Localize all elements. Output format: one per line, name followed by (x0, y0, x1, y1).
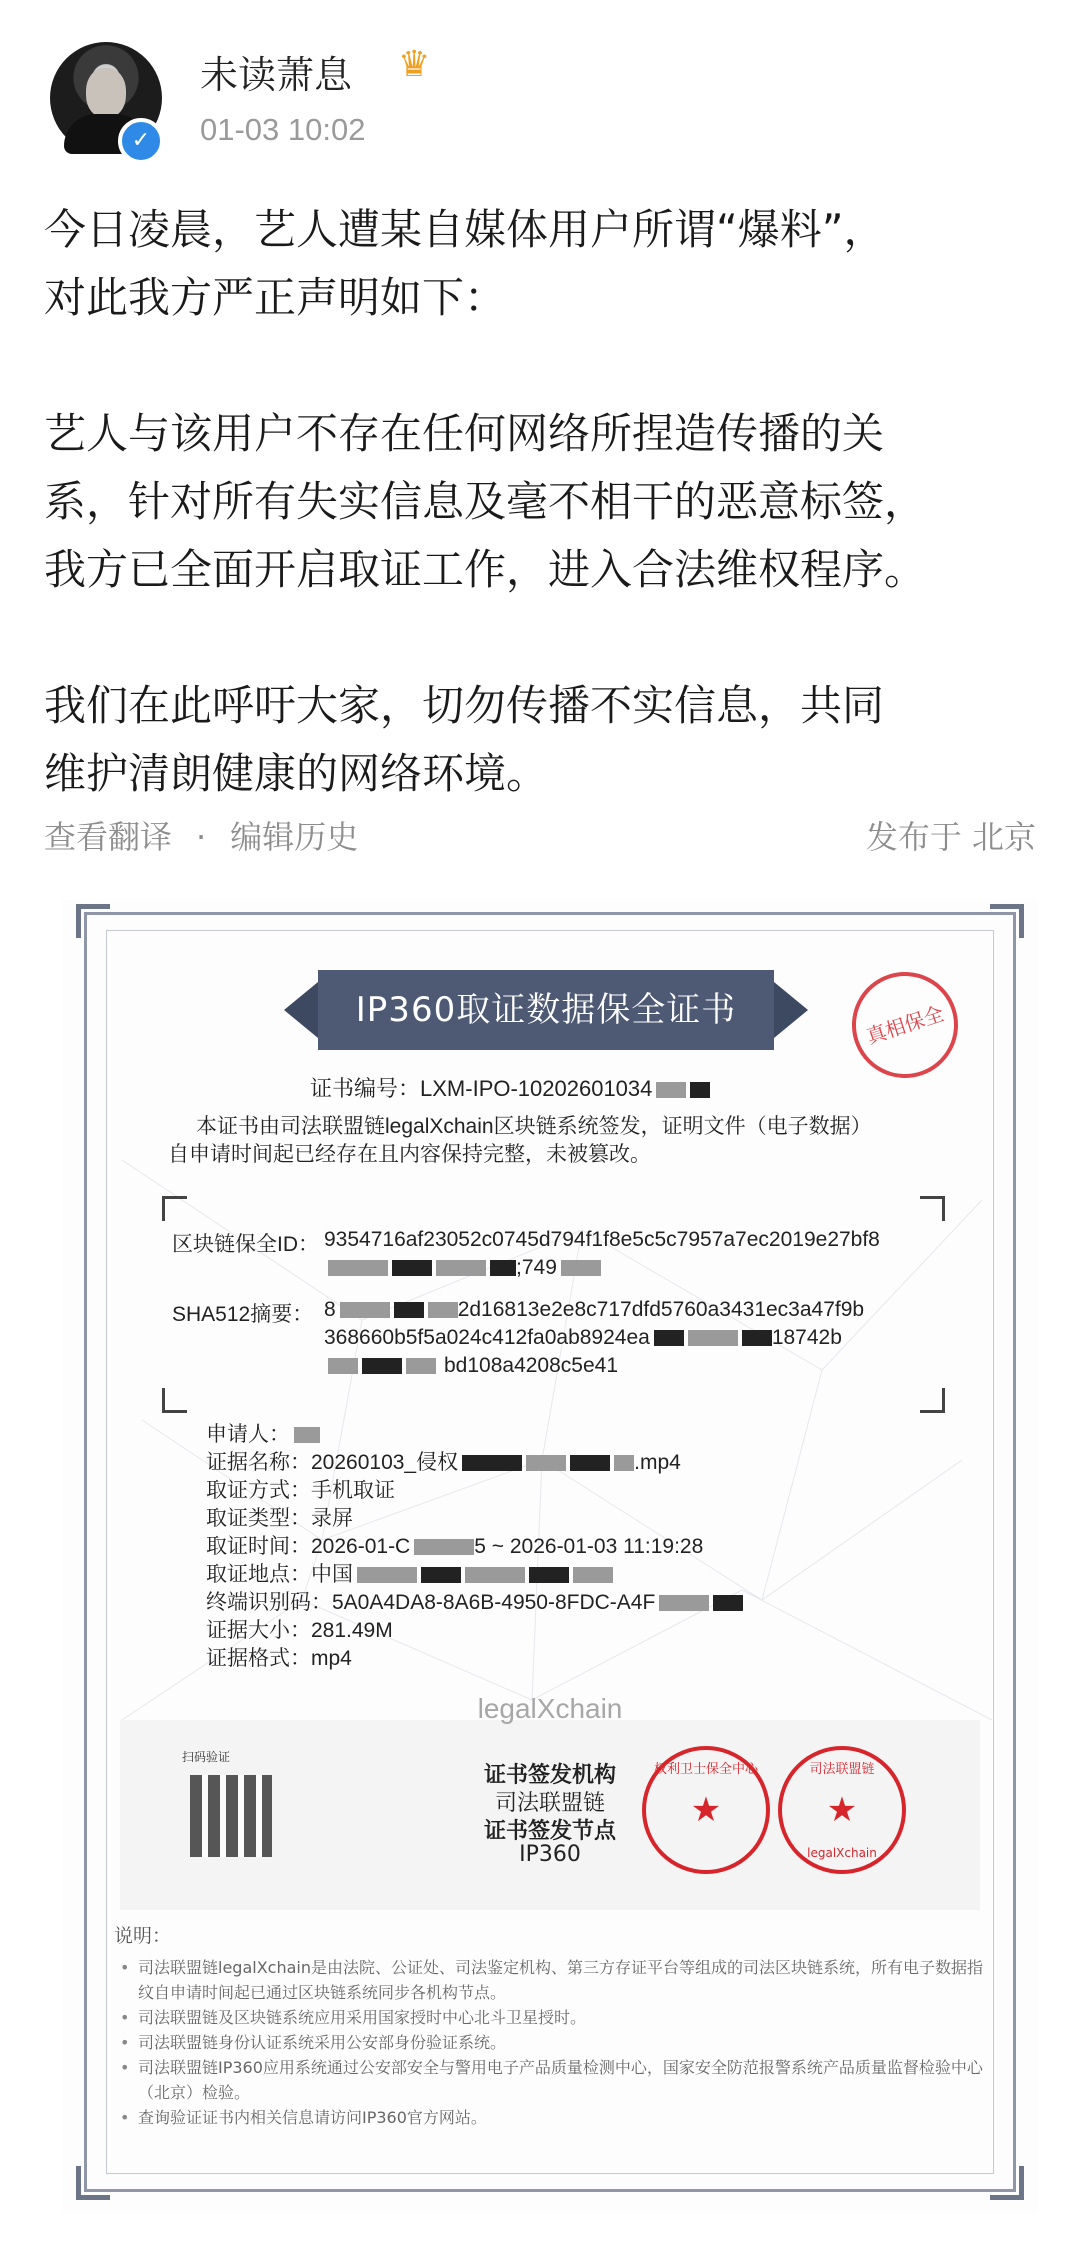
legalxchain-logo: legalXchain (477, 1693, 623, 1724)
applicant-row (206, 1418, 320, 1448)
certificate-number-label: 证书编号： (310, 1076, 421, 1101)
method-row (206, 1474, 395, 1504)
time-label: 取证时间： (206, 1535, 311, 1558)
time-row (206, 1530, 703, 1560)
post-line: 对此我方严正声明如下： (44, 273, 507, 322)
redaction-mask (392, 1260, 432, 1276)
redaction-mask (490, 1260, 516, 1276)
redaction-mask (362, 1358, 402, 1374)
issuer-node-value: IP360 (519, 1842, 581, 1867)
redaction-mask (561, 1260, 601, 1276)
applicant-label: 申请人： (206, 1423, 290, 1446)
sha-fragment: 18742b (771, 1326, 842, 1349)
note-item: • 司法联盟链IP360应用系统通过公安部安全与警用电子产品质量检测中心，国家安全防范报警系统产品质量监督检验中心（北京）检验。 (114, 2055, 994, 2105)
redaction-mask (421, 1567, 461, 1583)
redaction-mask (688, 1330, 738, 1346)
certificate-intro-line: 自申请时间起已经存在且内容保持完整，未被篡改。 (168, 1143, 651, 1166)
avatar-face (86, 68, 126, 118)
stamp-bottom-text: legalXchain (807, 1846, 877, 1860)
redaction-mask (570, 1455, 610, 1471)
redaction-mask (394, 1302, 424, 1318)
redaction-mask (462, 1455, 522, 1471)
stamp-text: 权利卫士保全中心 (653, 1762, 758, 1777)
redaction-mask (428, 1302, 458, 1318)
banner-ribbon-left (284, 982, 318, 1038)
sha-label: SHA512摘要： (172, 1303, 314, 1326)
issuer-node-label: 证书签发节点 (483, 1819, 616, 1844)
crown-icon[interactable]: ♛ (398, 44, 431, 85)
size-row (206, 1614, 393, 1644)
note-item: • 司法联盟链legalXchain是由法院、公证处、司法鉴定机构、第三方存证平台等组成的司法区块链系统，所有电子数据指纹自申请时间起已通过区块链系统同步各机构节点。 (114, 1955, 994, 2005)
size-label: 证据大小： (206, 1619, 311, 1642)
certificate-title: IP360取证数据保全证书 (318, 970, 774, 1050)
frame-corner-ornament (76, 904, 110, 938)
format-label: 证据格式： (206, 1647, 311, 1670)
username[interactable]: 未读萧息 (200, 53, 353, 97)
redaction-mask (406, 1358, 436, 1374)
type-value: 录屏 (311, 1507, 353, 1530)
post-line: 维护清朗健康的网络环境。 (44, 749, 549, 798)
qr-code-label: 扫码验证 (182, 1750, 231, 1764)
redaction-mask (659, 1595, 709, 1611)
post-line: 艺人与该用户不存在任何网络所捏造传播的关 (44, 409, 885, 458)
note-item: • 司法联盟链及区块链系统应用采用国家授时中心北斗卫星授时。 (114, 2005, 994, 2030)
banner-ribbon-right (774, 982, 808, 1038)
redaction-mask (573, 1567, 613, 1583)
official-stamp (778, 1746, 906, 1874)
redaction-mask (328, 1358, 358, 1374)
redaction-mask (614, 1455, 634, 1471)
redaction-mask (690, 1082, 710, 1098)
redaction-mask (414, 1539, 474, 1555)
redaction-mask (713, 1595, 743, 1611)
place-label: 取证地点： (206, 1563, 311, 1586)
post-line: 我们在此呼吁大家，切勿传播不实信息，共同 (44, 681, 885, 730)
notes-heading: 说明： (114, 1925, 172, 1947)
method-label: 取证方式： (206, 1479, 311, 1502)
redaction-mask (654, 1330, 684, 1346)
post-timestamp: 01-03 10:02 (200, 112, 366, 147)
sha-line (324, 1326, 842, 1350)
redaction-mask (357, 1567, 417, 1583)
place-row (206, 1558, 613, 1588)
post-line: 我方已全面开启取证工作，进入合法维权程序。 (44, 545, 927, 594)
format-value: mp4 (311, 1647, 352, 1670)
redaction-mask (529, 1567, 569, 1583)
redaction-mask (742, 1330, 772, 1346)
frame-corner-ornament (990, 2166, 1024, 2200)
sha-line (324, 1298, 864, 1322)
note-item: • 司法联盟链身份认证系统采用公安部身份验证系统。 (114, 2030, 994, 2055)
translate-link[interactable]: 查看翻译 (44, 818, 173, 856)
bracket-corner (920, 1196, 945, 1221)
verified-badge-icon: ✓ (118, 118, 164, 164)
sha-line (324, 1354, 618, 1378)
bracket-corner (162, 1388, 187, 1413)
certificate-number-value: LXM-IPO-10202601034 (420, 1076, 653, 1101)
redaction-mask (656, 1082, 686, 1098)
place-value: 中国 (311, 1563, 353, 1586)
format-row (206, 1642, 352, 1672)
separator-dot: · (196, 818, 207, 856)
post-location: 发布于 北京 (865, 818, 1036, 856)
time-end: 5 ~ 2026-01-03 11:19:28 (474, 1535, 704, 1558)
redaction-mask (294, 1427, 320, 1443)
type-label: 取证类型： (206, 1507, 311, 1530)
redaction-mask (328, 1260, 388, 1276)
blockchain-id-label: 区块链保全ID： (172, 1233, 319, 1256)
issuer-org-label: 证书签发机构 (483, 1763, 616, 1788)
stamp-text: 司法联盟链 (809, 1762, 875, 1777)
certificate-number (310, 1072, 710, 1103)
issuer-org-value: 司法联盟链 (494, 1791, 605, 1816)
sha-fragment: bd108a4208c5e41 (444, 1354, 619, 1377)
terminal-row (206, 1586, 743, 1616)
sha-fragment: 8 (324, 1298, 336, 1321)
sha-fragment: 2d16813e2e8c717dfd5760a3431ec3a47f9b (457, 1298, 865, 1321)
certificate-notes (114, 1924, 994, 2130)
evidence-name-ext: .mp4 (634, 1451, 681, 1474)
blockchain-id-line (324, 1256, 601, 1280)
post-line: 系，针对所有失实信息及毫不相干的恶意标签， (44, 477, 927, 526)
bracket-corner (162, 1196, 187, 1221)
post-line: 今日凌晨，艺人遭某自媒体用户所谓“爆料”， (44, 205, 886, 254)
official-stamp (642, 1746, 770, 1874)
sha-fragment: 368660b5f5a024c412fa0ab8924ea (324, 1326, 650, 1349)
time-start: 2026-01-C (311, 1535, 411, 1558)
blockchain-id-tail: ;749 (516, 1256, 557, 1279)
edit-history-link[interactable]: 编辑历史 (230, 818, 359, 856)
certificate-intro-line: 本证书由司法联盟链legalXchain区块链系统签发，证明文件（电子数据） (196, 1115, 872, 1138)
redaction-mask (526, 1455, 566, 1471)
evidence-name-row (206, 1446, 681, 1476)
post-body (44, 196, 1044, 808)
stamp-star-icon: ★ (826, 1790, 858, 1830)
stamp-star-icon: ★ (690, 1790, 722, 1830)
method-value: 手机取证 (311, 1479, 395, 1502)
bracket-corner (920, 1388, 945, 1413)
top-seal-stamp: 真相保全 (838, 958, 972, 1092)
redaction-mask (436, 1260, 486, 1276)
terminal-label: 终端识别码： (206, 1591, 332, 1614)
type-row (206, 1502, 353, 1532)
evidence-name-label: 证据名称： (206, 1451, 311, 1474)
post-meta-row (44, 812, 1036, 862)
redaction-mask (340, 1302, 390, 1318)
blockchain-id-line: 9354716af23052c0745d794f1f8e5c5c7957a7ec2019e27bf8 (324, 1228, 880, 1251)
note-item: • 查询验证证书内相关信息请访问IP360官方网站。 (114, 2105, 994, 2130)
terminal-value: 5A0A4DA8-8A6B-4950-8FDC-A4F (332, 1591, 656, 1614)
size-value: 281.49M (311, 1619, 393, 1642)
frame-corner-ornament (76, 2166, 110, 2200)
redaction-mask (465, 1567, 525, 1583)
evidence-name-value: 20260103_侵权 (311, 1451, 459, 1474)
frame-corner-ornament (990, 904, 1024, 938)
certificate-image[interactable] (62, 900, 1038, 2212)
